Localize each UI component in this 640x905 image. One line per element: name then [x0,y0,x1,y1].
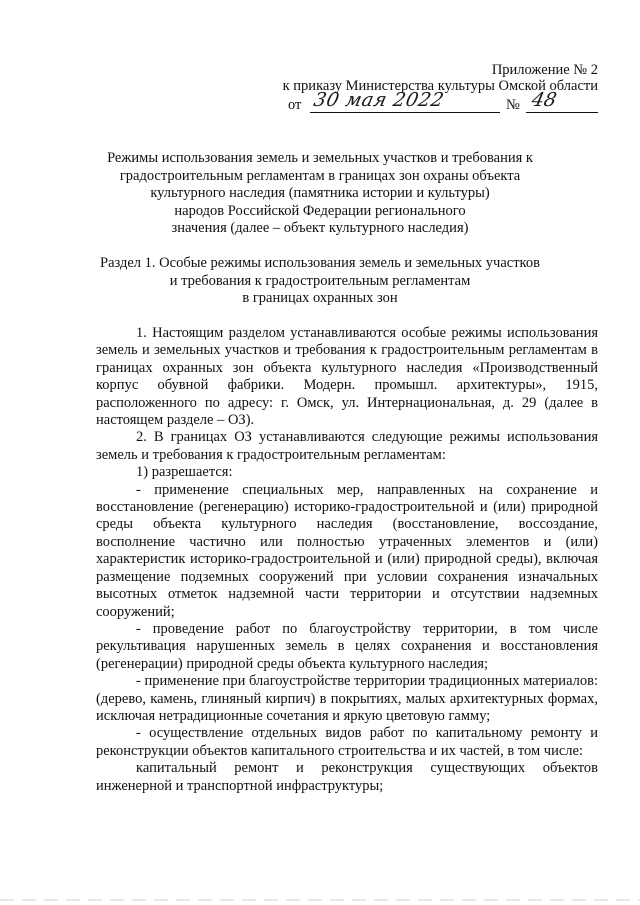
number-underline [526,112,598,113]
number-label: № [506,97,520,113]
list-item: - применение при благоустройстве территории традиционных материалов: (дерево, камень, глиняный кирпич) в покрытиях, малых архитектурных формах, исключая нетрадиционные сочетания и яркую цветовую гамму; [96,673,598,724]
title-line: культурного наследия (памятника истории и культуры) [150,185,490,201]
appendix-label: Приложение № 2 [491,62,598,78]
section-line: Раздел 1. Особые режимы использования земель и земельных участков [100,255,540,271]
handwritten-number: 48 [529,89,559,111]
title-line: Режимы использования земель и земельных участков и требования к [107,150,533,166]
list-item: - проведение работ по благоустройству территории, в том числе рекультивация нарушенных земель в целях сохранения и восстановления (регенерации) природной среды объекта культурного наследия; [96,620,598,672]
list-item: капитальный ремонт и реконструкция существующих объектов инженерной и транспортной инфраструктуры; [96,760,598,794]
paragraph-1: 1. Настоящим разделом устанавливаются особые режимы использования земель и земельных участков и требования к градостроительным регламентам в границах охранных зон объекта культурного наследия «Производственный корпус обувной фабрики. Модерн. промышл. архитектуры», 1915, расположенного по адресу: г. Омск, ул. Интернациональная, д. 29 (далее в настоящем разделе – ОЗ). [96,325,598,429]
order-line: к приказу Министерства культуры Омской области [282,78,598,94]
section-heading [95,255,545,308]
paragraph-2: 2. В границах ОЗ устанавливаются следующие режимы использования земель и требования к градостроительным регламентам: [96,429,598,463]
document-body [96,325,598,795]
list-item: - осуществление отдельных видов работ по капитальному ремонту и реконструкции объектов капитального строительства и их частей, в том числе: [96,725,598,759]
order-date-number-row [288,89,598,117]
section-line: в границах охранных зон [242,290,398,306]
document-title [95,150,545,238]
list-item: - применение специальных мер, направленных на сохранение и восстановление (регенерацию) историко-градостроительной и (или) природной среды объекта культурного наследия (восстановление, воссоздание, восполнение частично или полностью утраченных элементов и (или) характеристик историко-градостроительной и (или) природной среды), включая размещение подземных сооружений при условии сохранения изначальных высотных отметок надземной части территории и отсутствии надземных сооружений; [96,481,598,620]
title-line: народов Российской Федерации регионального [174,202,466,219]
scan-edge-artifact [0,899,640,901]
from-label: от [288,97,302,113]
title-line: значения (далее – объект культурного наследия) [171,220,469,236]
date-underline [310,112,500,113]
handwritten-date: 30 мая 2022 [311,89,447,111]
paragraph-permitted: 1) разрешается: [136,464,233,481]
section-line: и требования к градостроительным регламентам [169,272,471,289]
title-line: градостроительным регламентам в границах зон охраны объекта [119,167,521,184]
